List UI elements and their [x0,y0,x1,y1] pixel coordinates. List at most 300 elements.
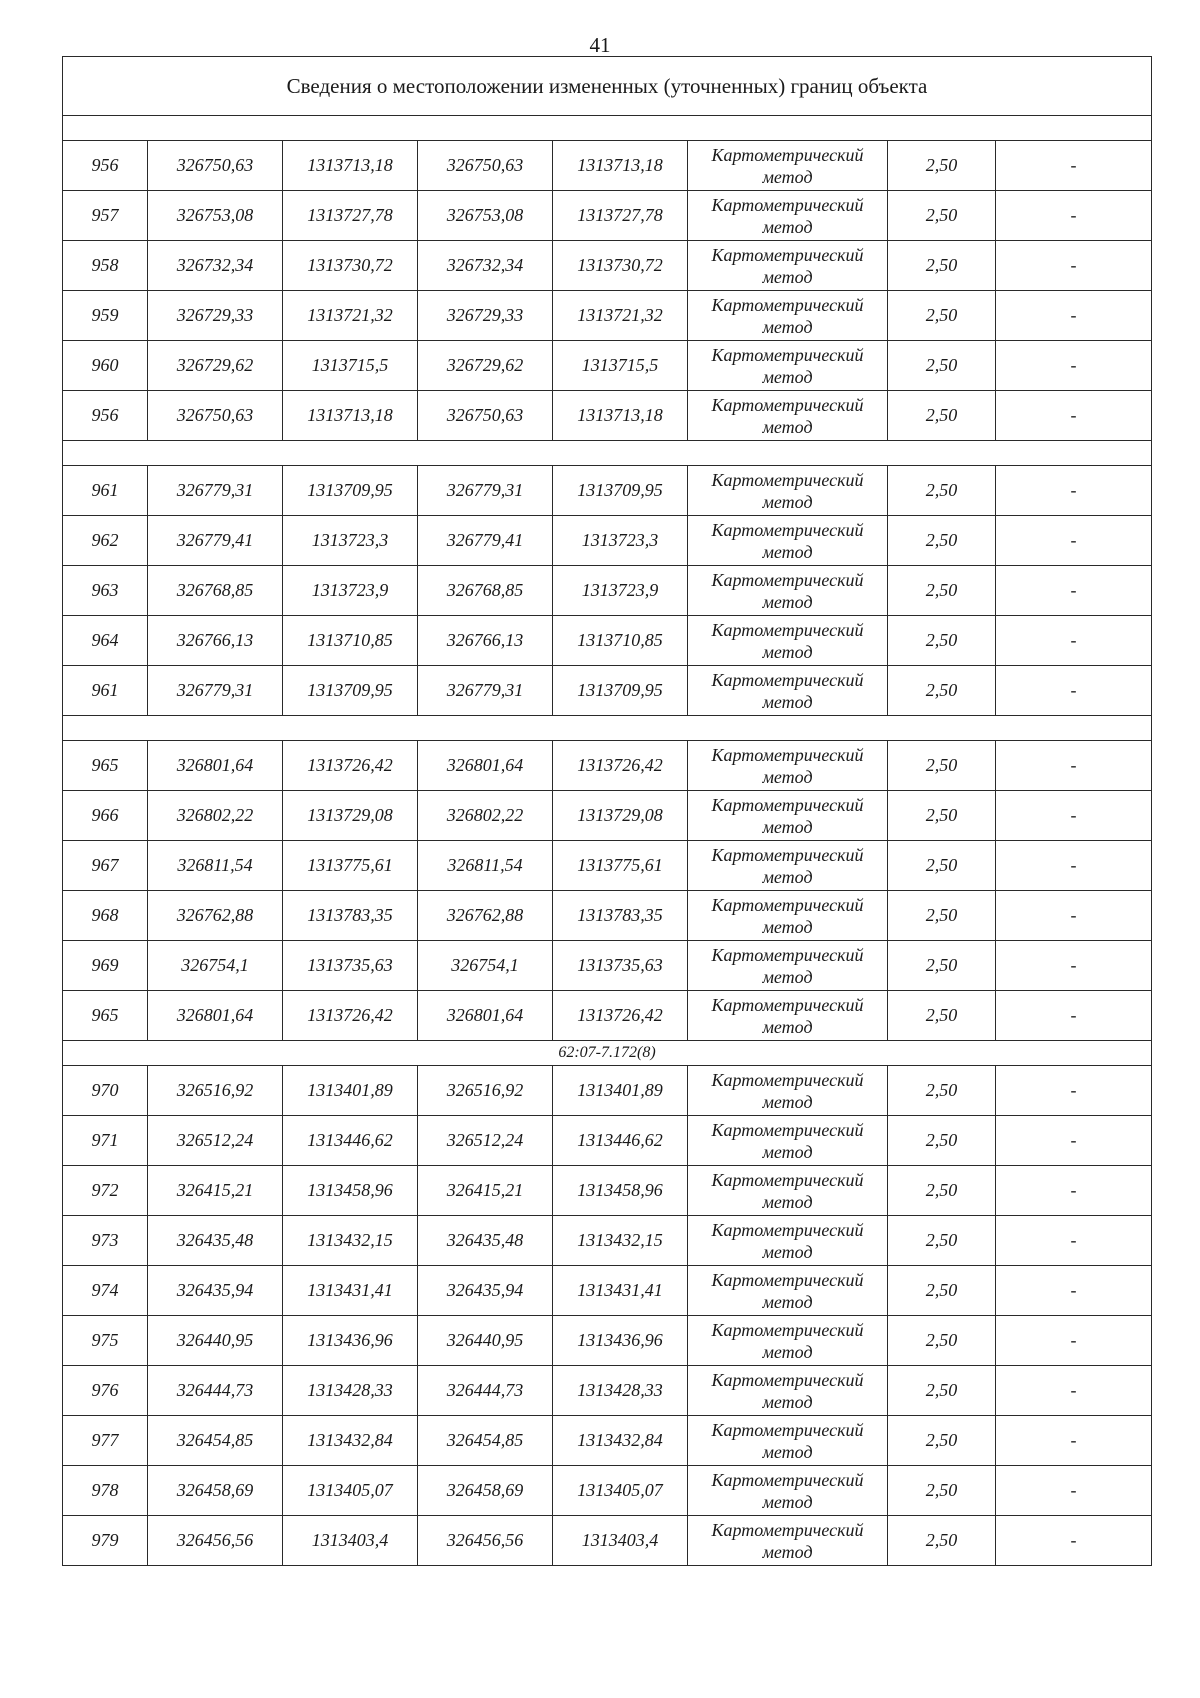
x-new-cell: 326779,31 [418,466,553,516]
x-old-cell: 326415,21 [148,1166,283,1216]
x-old-cell: 326458,69 [148,1466,283,1516]
method-line-2: метод [762,491,813,512]
x-new-cell: 326512,24 [418,1116,553,1166]
table-row [63,891,1152,941]
method-line-1: Картометрический [711,1069,864,1090]
method-line-2: метод [762,766,813,787]
accuracy-cell: 2,50 [888,1366,996,1416]
x-old-cell: 326729,62 [148,341,283,391]
y-old-cell: 1313432,84 [283,1416,418,1466]
point-number-cell: 961 [63,666,148,716]
x-new-cell: 326750,63 [418,141,553,191]
y-new-cell: 1313775,61 [553,841,688,891]
method-line-1: Картометрический [711,1519,864,1540]
method-cell [688,616,888,666]
accuracy-cell: 2,50 [888,341,996,391]
method-line-2: метод [762,216,813,237]
y-old-cell: 1313436,96 [283,1316,418,1366]
method-line-1: Картометрический [711,1119,864,1140]
method-line-1: Картометрический [711,519,864,540]
method-line-1: Картометрический [711,469,864,490]
y-old-cell: 1313401,89 [283,1066,418,1116]
method-cell [688,841,888,891]
method-line-2: метод [762,816,813,837]
y-old-cell: 1313726,42 [283,991,418,1041]
method-line-1: Картометрический [711,619,864,640]
table-row [63,1466,1152,1516]
accuracy-cell: 2,50 [888,991,996,1041]
method-cell [688,991,888,1041]
y-old-cell: 1313729,08 [283,791,418,841]
table-row [63,566,1152,616]
y-new-cell: 1313713,18 [553,141,688,191]
method-line-2: метод [762,1491,813,1512]
accuracy-cell: 2,50 [888,566,996,616]
y-old-cell: 1313726,42 [283,741,418,791]
method-line-1: Картометрический [711,794,864,815]
x-new-cell: 326801,64 [418,991,553,1041]
y-old-cell: 1313735,63 [283,941,418,991]
method-line-1: Картометрический [711,1369,864,1390]
method-line-1: Картометрический [711,744,864,765]
point-number-cell: 977 [63,1416,148,1466]
x-old-cell: 326754,1 [148,941,283,991]
point-number-cell: 976 [63,1366,148,1416]
method-cell [688,1166,888,1216]
x-old-cell: 326768,85 [148,566,283,616]
x-old-cell: 326435,48 [148,1216,283,1266]
method-line-1: Картометрический [711,344,864,365]
y-old-cell: 1313432,15 [283,1216,418,1266]
x-new-cell: 326779,31 [418,666,553,716]
point-number-cell: 972 [63,1166,148,1216]
method-line-1: Картометрический [711,1269,864,1290]
point-number-cell: 956 [63,391,148,441]
y-new-cell: 1313723,9 [553,566,688,616]
x-old-cell: 326456,56 [148,1516,283,1566]
method-cell [688,1366,888,1416]
y-old-cell: 1313713,18 [283,141,418,191]
y-new-cell: 1313723,3 [553,516,688,566]
x-new-cell: 326454,85 [418,1416,553,1466]
point-number-cell: 964 [63,616,148,666]
table-row [63,1066,1152,1116]
boundary-coordinates-table [62,56,1152,1566]
group-label [63,116,1152,141]
accuracy-cell: 2,50 [888,891,996,941]
table-row [63,1516,1152,1566]
y-old-cell: 1313403,4 [283,1516,418,1566]
y-new-cell: 1313726,42 [553,741,688,791]
method-line-2: метод [762,1291,813,1312]
point-number-cell: 956 [63,141,148,191]
point-number-cell: 978 [63,1466,148,1516]
method-line-1: Картометрический [711,244,864,265]
x-new-cell: 326729,62 [418,341,553,391]
y-old-cell: 1313428,33 [283,1366,418,1416]
y-new-cell: 1313458,96 [553,1166,688,1216]
accuracy-cell: 2,50 [888,291,996,341]
accuracy-cell: 2,50 [888,1316,996,1366]
x-new-cell: 326801,64 [418,741,553,791]
point-number-cell: 969 [63,941,148,991]
point-number-cell: 967 [63,841,148,891]
y-old-cell: 1313730,72 [283,241,418,291]
y-old-cell: 1313446,62 [283,1116,418,1166]
description-cell: - [996,666,1152,716]
description-cell: - [996,991,1152,1041]
y-old-cell: 1313709,95 [283,666,418,716]
method-line-2: метод [762,266,813,287]
description-cell: - [996,141,1152,191]
x-old-cell: 326811,54 [148,841,283,891]
group-label [63,441,1152,466]
description-cell: - [996,1116,1152,1166]
y-old-cell: 1313710,85 [283,616,418,666]
y-old-cell: 1313723,9 [283,566,418,616]
y-new-cell: 1313713,18 [553,391,688,441]
point-number-cell: 959 [63,291,148,341]
x-old-cell: 326444,73 [148,1366,283,1416]
x-old-cell: 326732,34 [148,241,283,291]
accuracy-cell: 2,50 [888,791,996,841]
table-row [63,1166,1152,1216]
method-cell [688,1466,888,1516]
table-row [63,741,1152,791]
description-cell: - [996,1066,1152,1116]
point-number-cell: 960 [63,341,148,391]
table-row [63,191,1152,241]
method-line-1: Картометрический [711,1469,864,1490]
x-old-cell: 326779,41 [148,516,283,566]
y-old-cell: 1313775,61 [283,841,418,891]
method-line-2: метод [762,1541,813,1562]
point-number-cell: 973 [63,1216,148,1266]
method-cell [688,1116,888,1166]
y-new-cell: 1313436,96 [553,1316,688,1366]
method-line-2: метод [762,1391,813,1412]
group-header-row [63,441,1152,466]
point-number-cell: 979 [63,1516,148,1566]
x-new-cell: 326444,73 [418,1366,553,1416]
accuracy-cell: 2,50 [888,141,996,191]
method-line-2: метод [762,966,813,987]
x-old-cell: 326435,94 [148,1266,283,1316]
x-new-cell: 326415,21 [418,1166,553,1216]
accuracy-cell: 2,50 [888,516,996,566]
description-cell: - [996,291,1152,341]
description-cell: - [996,741,1152,791]
description-cell: - [996,391,1152,441]
method-cell [688,941,888,991]
description-cell: - [996,616,1152,666]
group-label: 62:07-7.172(8) [63,1041,1152,1066]
description-cell: - [996,466,1152,516]
y-new-cell: 1313428,33 [553,1366,688,1416]
table-row [63,466,1152,516]
method-line-1: Картометрический [711,144,864,165]
accuracy-cell: 2,50 [888,1466,996,1516]
x-new-cell: 326802,22 [418,791,553,841]
method-line-2: метод [762,541,813,562]
table-row [63,241,1152,291]
y-new-cell: 1313735,63 [553,941,688,991]
y-new-cell: 1313727,78 [553,191,688,241]
method-line-2: метод [762,366,813,387]
y-new-cell: 1313401,89 [553,1066,688,1116]
method-line-1: Картометрический [711,894,864,915]
method-line-2: метод [762,1191,813,1212]
method-cell [688,291,888,341]
point-number-cell: 965 [63,741,148,791]
method-cell [688,516,888,566]
point-number-cell: 970 [63,1066,148,1116]
x-new-cell: 326729,33 [418,291,553,341]
description-cell: - [996,241,1152,291]
table-row [63,1216,1152,1266]
x-old-cell: 326440,95 [148,1316,283,1366]
method-line-1: Картометрический [711,1319,864,1340]
y-new-cell: 1313721,32 [553,291,688,341]
x-new-cell: 326516,92 [418,1066,553,1116]
table-row [63,1266,1152,1316]
x-new-cell: 326779,41 [418,516,553,566]
method-cell [688,566,888,616]
method-line-1: Картометрический [711,194,864,215]
table-row [63,141,1152,191]
y-new-cell: 1313709,95 [553,666,688,716]
table-title: Сведения о местоположении измененных (уточненных) границ объекта [63,57,1152,116]
x-old-cell: 326512,24 [148,1116,283,1166]
point-number-cell: 975 [63,1316,148,1366]
description-cell: - [996,1416,1152,1466]
description-cell: - [996,1166,1152,1216]
accuracy-cell: 2,50 [888,1116,996,1166]
y-new-cell: 1313729,08 [553,791,688,841]
method-line-2: метод [762,866,813,887]
x-new-cell: 326456,56 [418,1516,553,1566]
table-row [63,991,1152,1041]
y-old-cell: 1313721,32 [283,291,418,341]
method-line-1: Картометрический [711,994,864,1015]
method-cell [688,341,888,391]
y-old-cell: 1313783,35 [283,891,418,941]
accuracy-cell: 2,50 [888,941,996,991]
y-new-cell: 1313432,15 [553,1216,688,1266]
method-line-2: метод [762,1141,813,1162]
accuracy-cell: 2,50 [888,841,996,891]
group-header-row [63,1041,1152,1066]
method-line-2: метод [762,1241,813,1262]
point-number-cell: 968 [63,891,148,941]
method-line-2: метод [762,166,813,187]
y-new-cell: 1313710,85 [553,616,688,666]
method-line-1: Картометрический [711,1219,864,1240]
description-cell: - [996,516,1152,566]
accuracy-cell: 2,50 [888,241,996,291]
method-line-1: Картометрический [711,669,864,690]
accuracy-cell: 2,50 [888,1066,996,1116]
method-line-2: метод [762,1016,813,1037]
x-new-cell: 326458,69 [418,1466,553,1516]
x-old-cell: 326802,22 [148,791,283,841]
x-old-cell: 326729,33 [148,291,283,341]
x-old-cell: 326779,31 [148,666,283,716]
accuracy-cell: 2,50 [888,666,996,716]
y-old-cell: 1313709,95 [283,466,418,516]
method-line-1: Картометрический [711,294,864,315]
table-body [63,57,1152,1566]
x-new-cell: 326753,08 [418,191,553,241]
accuracy-cell: 2,50 [888,1516,996,1566]
x-new-cell: 326750,63 [418,391,553,441]
table-row [63,291,1152,341]
description-cell: - [996,191,1152,241]
y-new-cell: 1313431,41 [553,1266,688,1316]
method-cell [688,466,888,516]
y-new-cell: 1313726,42 [553,991,688,1041]
method-line-2: метод [762,316,813,337]
y-new-cell: 1313783,35 [553,891,688,941]
table-row [63,1366,1152,1416]
method-line-2: метод [762,691,813,712]
table-row [63,666,1152,716]
accuracy-cell: 2,50 [888,616,996,666]
x-new-cell: 326732,34 [418,241,553,291]
table-row [63,941,1152,991]
method-cell [688,141,888,191]
method-cell [688,891,888,941]
y-new-cell: 1313403,4 [553,1516,688,1566]
method-cell [688,1516,888,1566]
x-new-cell: 326768,85 [418,566,553,616]
group-header-row [63,116,1152,141]
table-row [63,791,1152,841]
description-cell: - [996,1516,1152,1566]
x-new-cell: 326435,94 [418,1266,553,1316]
x-new-cell: 326762,88 [418,891,553,941]
y-old-cell: 1313723,3 [283,516,418,566]
point-number-cell: 957 [63,191,148,241]
y-old-cell: 1313713,18 [283,391,418,441]
table-row [63,1416,1152,1466]
description-cell: - [996,1216,1152,1266]
method-line-1: Картометрический [711,569,864,590]
description-cell: - [996,1316,1152,1366]
method-line-2: метод [762,1091,813,1112]
method-line-1: Картометрический [711,1419,864,1440]
point-number-cell: 966 [63,791,148,841]
table-row [63,1316,1152,1366]
method-cell [688,391,888,441]
x-old-cell: 326750,63 [148,391,283,441]
description-cell: - [996,1266,1152,1316]
method-cell [688,241,888,291]
point-number-cell: 963 [63,566,148,616]
description-cell: - [996,1366,1152,1416]
description-cell: - [996,1466,1152,1516]
method-cell [688,666,888,716]
method-line-1: Картометрический [711,394,864,415]
accuracy-cell: 2,50 [888,391,996,441]
table-row [63,341,1152,391]
method-line-2: метод [762,1341,813,1362]
x-old-cell: 326779,31 [148,466,283,516]
x-new-cell: 326440,95 [418,1316,553,1366]
method-line-1: Картометрический [711,844,864,865]
description-cell: - [996,341,1152,391]
table-row [63,391,1152,441]
x-old-cell: 326454,85 [148,1416,283,1466]
x-new-cell: 326811,54 [418,841,553,891]
accuracy-cell: 2,50 [888,466,996,516]
table-title-row [63,57,1152,116]
point-number-cell: 971 [63,1116,148,1166]
table-row [63,616,1152,666]
y-old-cell: 1313715,5 [283,341,418,391]
y-new-cell: 1313446,62 [553,1116,688,1166]
method-cell [688,741,888,791]
point-number-cell: 961 [63,466,148,516]
x-old-cell: 326753,08 [148,191,283,241]
accuracy-cell: 2,50 [888,741,996,791]
method-cell [688,1066,888,1116]
y-old-cell: 1313727,78 [283,191,418,241]
method-line-2: метод [762,641,813,662]
method-line-2: метод [762,591,813,612]
method-cell [688,191,888,241]
x-new-cell: 326754,1 [418,941,553,991]
table-row [63,516,1152,566]
page-number: 41 [589,33,611,57]
point-number-cell: 958 [63,241,148,291]
y-new-cell: 1313730,72 [553,241,688,291]
description-cell: - [996,566,1152,616]
method-line-2: метод [762,416,813,437]
x-old-cell: 326762,88 [148,891,283,941]
accuracy-cell: 2,50 [888,1216,996,1266]
x-old-cell: 326766,13 [148,616,283,666]
x-old-cell: 326801,64 [148,741,283,791]
description-cell: - [996,891,1152,941]
accuracy-cell: 2,50 [888,1266,996,1316]
method-cell [688,791,888,841]
point-number-cell: 965 [63,991,148,1041]
group-header-row [63,716,1152,741]
accuracy-cell: 2,50 [888,191,996,241]
method-line-2: метод [762,1441,813,1462]
y-new-cell: 1313405,07 [553,1466,688,1516]
group-label [63,716,1152,741]
description-cell: - [996,791,1152,841]
method-line-1: Картометрический [711,1169,864,1190]
method-cell [688,1266,888,1316]
method-line-2: метод [762,916,813,937]
y-new-cell: 1313709,95 [553,466,688,516]
method-cell [688,1416,888,1466]
table-row [63,841,1152,891]
y-old-cell: 1313458,96 [283,1166,418,1216]
accuracy-cell: 2,50 [888,1416,996,1466]
x-new-cell: 326435,48 [418,1216,553,1266]
point-number-cell: 974 [63,1266,148,1316]
x-old-cell: 326516,92 [148,1066,283,1116]
y-new-cell: 1313715,5 [553,341,688,391]
y-old-cell: 1313405,07 [283,1466,418,1516]
description-cell: - [996,941,1152,991]
point-number-cell: 962 [63,516,148,566]
x-new-cell: 326766,13 [418,616,553,666]
